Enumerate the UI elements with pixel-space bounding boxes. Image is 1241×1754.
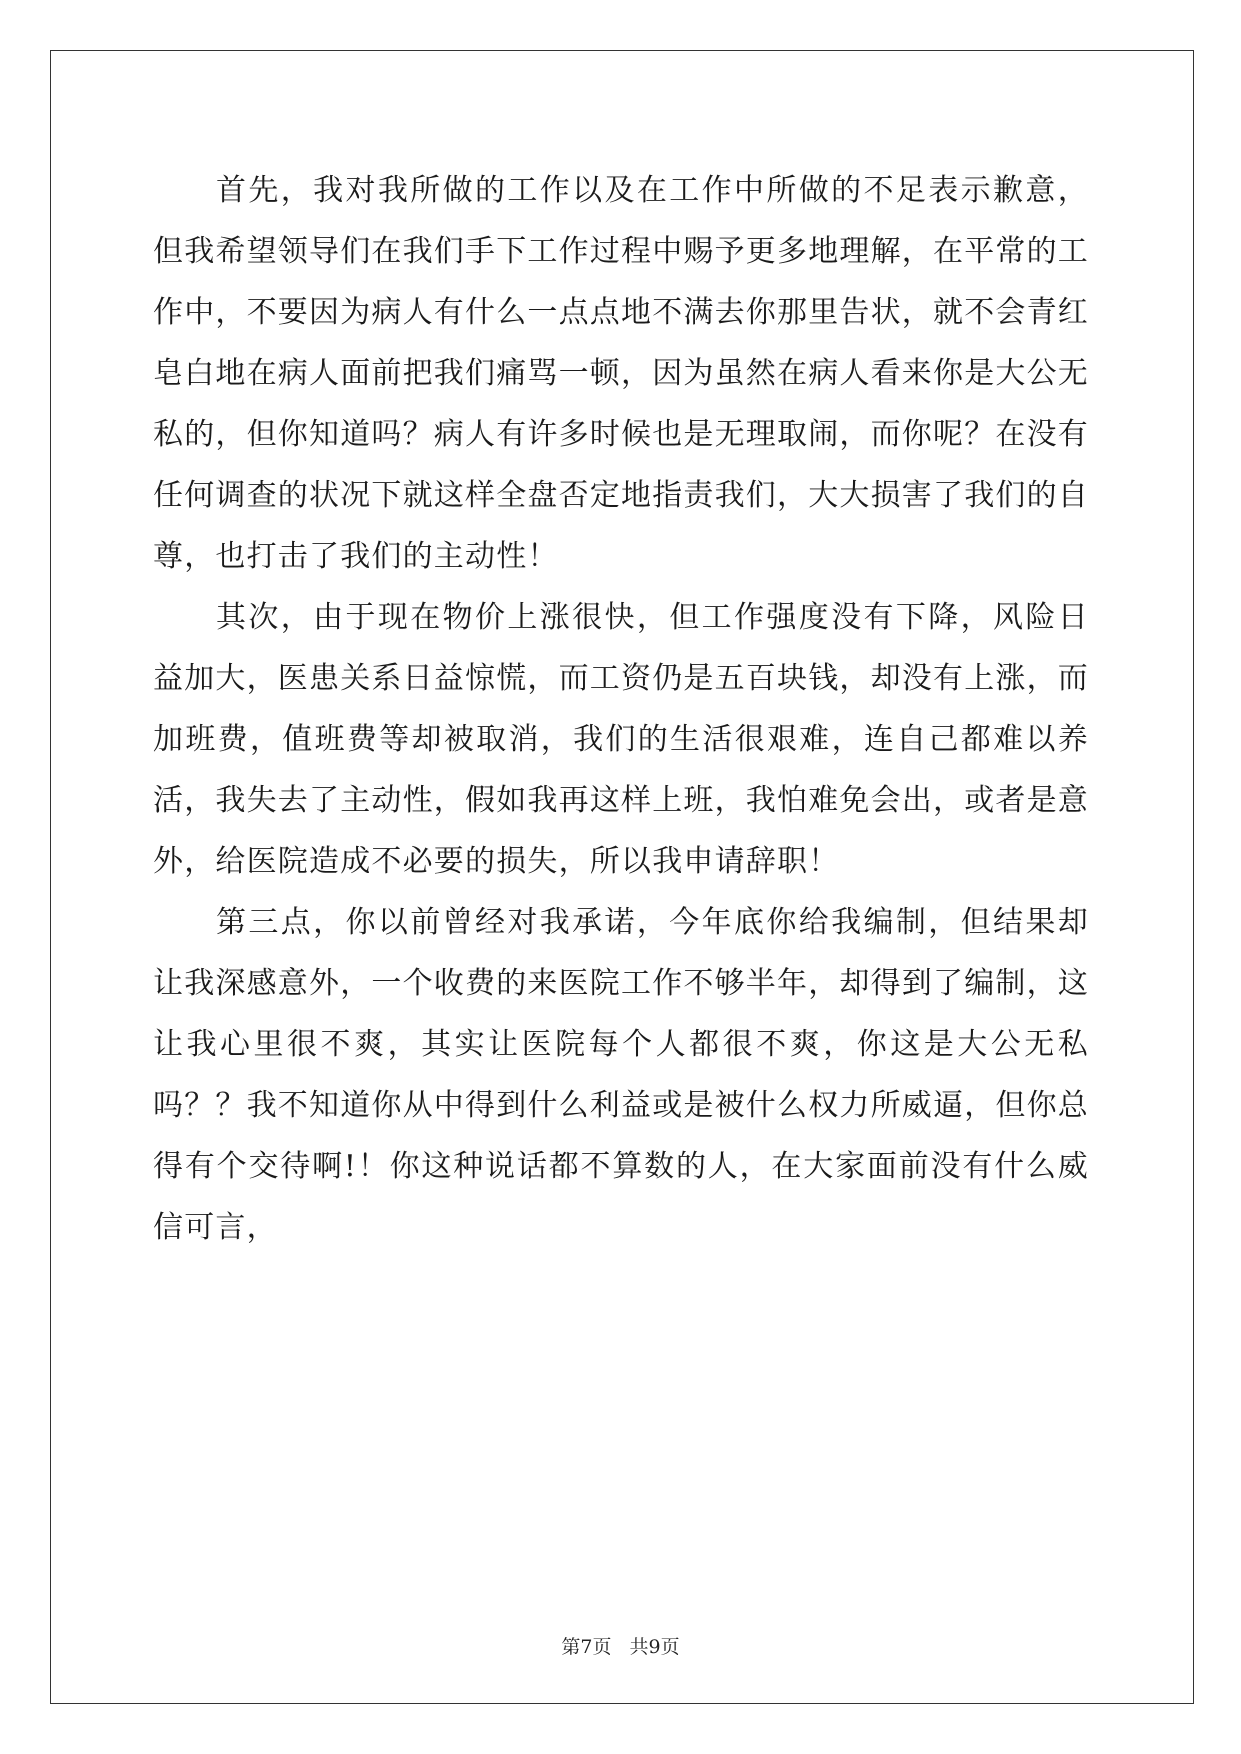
page-footer	[0, 1632, 1241, 1659]
document-body	[153, 160, 1089, 1258]
paragraph-2: 其次，由于现在物价上涨很快，但工作强度没有下降，风险日益加大，医患关系日益惊慌，而工资仍是五百块钱，却没有上涨，而加班费，值班费等却被取消，我们的生活很艰难，连自己都难以养活，我失去了主动性，假如我再这样上班，我怕难免会出，或者是意外，给医院造成不必要的损失，所以我申请辞职！	[153, 600, 1089, 879]
current-page-number: 第7页	[561, 1636, 612, 1658]
paragraph-3: 第三点，你以前曾经对我承诺，今年底你给我编制，但结果却让我深感意外，一个收费的来医院工作不够半年，却得到了编制，这让我心里很不爽，其实让医院每个人都很不爽，你这是大公无私吗？？我不知道你从中得到什么利益或是被什么权力所威逼，但你总得有个交待啊!！你这种说话都不算数的人，在大家面前没有什么威信可言，	[153, 905, 1089, 1245]
total-pages: 共9页	[629, 1636, 680, 1658]
paragraph-1: 首先，我对我所做的工作以及在工作中所做的不足表示歉意，但我希望领导们在我们手下工作过程中赐予更多地理解，在平常的工作中，不要因为病人有什么一点点地不满去你那里告状，就不会青红皂白地在病人面前把我们痛骂一顿，因为虽然在病人看来你是大公无私的，但你知道吗？病人有许多时候也是无理取闹，而你呢？在没有任何调查的状况下就这样全盘否定地指责我们，大大损害了我们的自尊，也打击了我们的主动性！	[153, 173, 1089, 574]
